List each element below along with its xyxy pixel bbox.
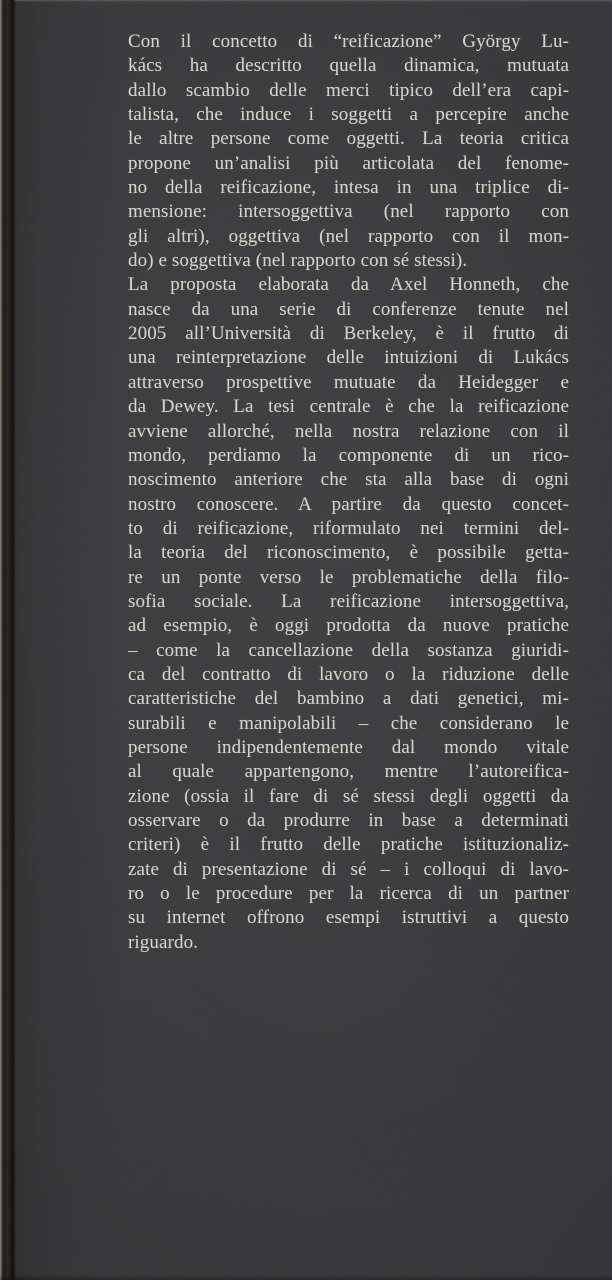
text-line: – come la cancellazione della sostanza giuridi-	[128, 639, 569, 661]
text-line: osservare o da produrre in base a determinati	[128, 810, 569, 831]
text-line: nostro conoscere. A partire da questo concet-	[128, 493, 569, 515]
page-bottom-edge	[0, 1274, 612, 1280]
text-line: Con il concetto di “reificazione” György Lu-	[128, 31, 569, 52]
text-line: kács ha descritto quella dinamica, mutuata	[128, 55, 569, 77]
text-line: propone un’analisi più articolata del fenome-	[128, 152, 569, 174]
page-top-edge	[0, 0, 612, 2]
text-line: do) e soggettiva (nel rapporto con sé stessi).	[128, 250, 468, 272]
text-line: La proposta elaborata da Axel Honneth, che	[128, 274, 569, 296]
text-line: surabili e manipolabili – che considerano le	[128, 712, 569, 734]
text-line: ro o le procedure per la ricerca di un partner	[128, 883, 569, 905]
text-line: gli altri), oggettiva (nel rapporto con il mon-	[128, 225, 569, 247]
text-line: mondo, perdiamo la componente di un rico-	[128, 444, 569, 466]
text-line: noscimento anteriore che sta alla base di ogni	[128, 469, 569, 491]
text-line: no della reificazione, intesa in una triplice di-	[128, 177, 569, 199]
text-line: su internet offrono esempi istruttivi a questo	[128, 907, 569, 929]
text-line: ca del contratto di lavoro o la riduzione delle	[128, 663, 569, 685]
text-line: riguardo.	[128, 931, 199, 953]
text-line: la teoria del riconoscimento, è possibile getta-	[128, 542, 569, 564]
text-line: sofia sociale. La reificazione intersoggettiva,	[128, 590, 569, 612]
text-line: 2005 all’Università di Berkeley, è il frutto di	[128, 323, 569, 345]
text-line: ad esempio, è oggi prodotta da nuove pratiche	[128, 615, 569, 637]
text-line: zione (ossia il fare di sé stessi degli oggetti da	[128, 785, 569, 807]
text-line: talista, che induce i soggetti a percepire anche	[128, 104, 569, 126]
book-spine-edge	[0, 0, 16, 1280]
blurb-text	[128, 30, 569, 955]
text-line: zate di presentazione di sé – i colloqui di lavo-	[128, 858, 569, 880]
text-line: da Dewey. La tesi centrale è che la reificazione	[128, 396, 569, 418]
text-line: avviene allorché, nella nostra relazione con il	[128, 420, 569, 442]
text-line: al quale appartengono, mentre l’autoreifica-	[128, 761, 569, 783]
text-line: mensione: intersoggettiva (nel rapporto con	[128, 201, 569, 223]
text-line: re un ponte verso le problematiche della filo-	[128, 566, 569, 588]
text-line: to di reificazione, riformulato nei termini del-	[128, 517, 569, 539]
text-line: persone indipendentemente dal mondo vitale	[128, 736, 569, 758]
text-line: attraverso prospettive mutuate da Heidegger e	[128, 371, 569, 393]
text-line: dallo scambio delle merci tipico dell’era capi-	[128, 79, 569, 101]
text-line: nasce da una serie di conferenze tenute nel	[128, 298, 569, 320]
text-line: una reinterpretazione delle intuizioni di Lukács	[128, 347, 569, 369]
text-line: le altre persone come oggetti. La teoria critica	[128, 128, 569, 150]
text-line: caratteristiche del bambino a dati genetici, mi-	[128, 688, 569, 710]
text-line: criteri) è il frutto delle pratiche istituzionaliz-	[128, 834, 569, 856]
